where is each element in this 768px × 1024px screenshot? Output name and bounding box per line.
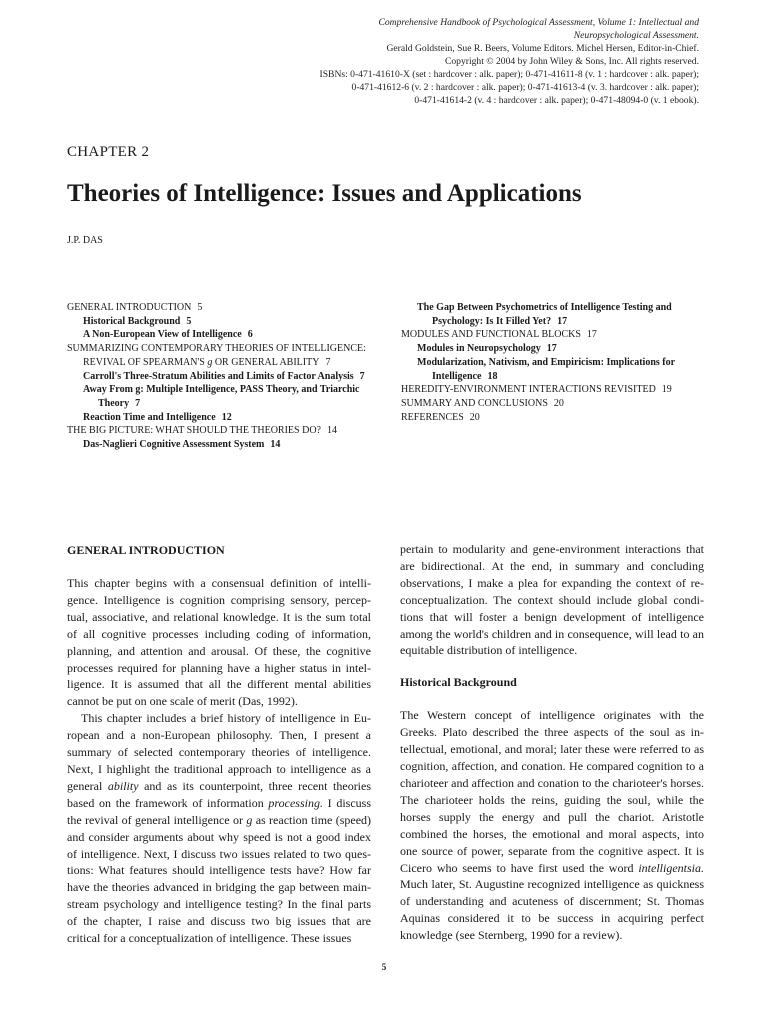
toc-entry[interactable]: GENERAL INTRODUCTION 5 [67,302,203,313]
paragraph: The Western concept of intelligence originates with the Greeks. Plato described the three aspects of the soul as intellectual, emotional, and moral; later these were referred to as cognition, affection, and conation. He compared cognition to a charioteer and affection and conation to the charioteer's horses. The charioteer holds the reins, guiding the soul, while the horses supply the energy and pull the chariot. Aristotle combined the horses, the emotional and moral aspects, into one source of power, separate from the cognitive aspect. It is Cicero who seems to have first used the word intelligentsia. Much later, St. Augustine recognized intelligence as quickness of understanding and acuteness of discernment; St. Thomas Aquinas considered it to be success in acquiring perfect knowledge (see Sternberg, 1990 for a review). [400,708,704,943]
isbn-line-3: 0-471-41614-2 (v. 4 : hardcover : alk. paper); 0-471-48094-0 (v. 1 ebook). [414,95,699,106]
toc-entry[interactable]: SUMMARY AND CONCLUSIONS 20 [401,397,564,409]
section-heading: GENERAL INTRODUCTION [67,543,225,557]
toc-entry[interactable]: THE BIG PICTURE: WHAT SHOULD THE THEORIES DO? 14 [67,425,337,437]
toc-left-column [67,301,367,452]
isbn-line-1: ISBNs: 0-471-41610-X (set : hardcover : alk. paper); 0-471-41611-8 (v. 1 : hardcover : alk. paper); [319,69,699,80]
paragraph: This chapter begins with a consensual definition of intelligence. Intelligence is cognition comprising sensory, perceptual, associative, and relational knowledge. It is the sum total of all cognitive processes including coding of information, planning, and attention and arousal. Of these, the cognitive processes required for planning have a higher status in intelligence. It is assumed that all the different mental abilities cannot be put on one scale of merit (Das, 1992). [67,576,371,709]
chapter-label: CHAPTER 2 [67,144,150,160]
paragraph: This chapter includes a brief history of intelligence in European and a non-European philosophy. Then, I present a summary of selected contemporary theories of intelligence. Next, I highlight the traditional approach to intelligence as a general ability and as its counterpoint, three recent theories based on the framework of information processing. I discuss the revival of general intelligence or g as reaction time (speed) and consider arguments about why speed is not a good index of intelligence. Next, I discuss two issues related to two questions: What features should intelligence tests have? How far have the theories advanced in bridging the gap between mainstream psychology and intelligence testing? In the final parts of the chapter, I raise and discuss two big issues that are critical for a conceptualization of intelligence. These issues [67,711,372,946]
page-number: 5 [381,962,387,972]
toc-entry[interactable]: Modularization, Nativism, and Empiricism: Implications for Intelligence 18 [417,356,675,382]
book-title-cont: Neuropsychological Assessment. [573,30,699,41]
editors-line: Gerald Goldstein, Sue R. Beers, Volume Editors. Michel Hersen, Editor-in-Chief. [386,43,699,54]
chapter-title: Theories of Intelligence: Issues and Applications [67,180,582,207]
paragraph: pertain to modularity and gene-environment interactions that are bidirectional. At the end, in summary and concluding observations, I make a plea for expanding the context of reconceptualization. The context should include global conditions that will foster a benign development of intelligence among the world's children and in consequence, will lead to an equitable distribution of intelligence. [400,542,704,658]
author: J.P. DAS [67,235,103,246]
toc-entry[interactable]: Away From g: Multiple Intelligence, PASS Theory, and Triarchic Theory 7 [83,384,360,409]
toc-entry[interactable]: Das-Naglieri Cognitive Assessment System 14 [83,439,281,451]
bibliographic-header [179,16,699,107]
body-column-left [67,541,371,947]
toc-entry[interactable]: A Non-European View of Intelligence 6 [83,329,253,341]
toc-entry[interactable]: HEREDITY-ENVIRONMENT INTERACTIONS REVISITED 19 [401,384,672,396]
toc-entry[interactable]: Carroll's Three-Stratum Abilities and Limits of Factor Analysis 7 [83,370,365,382]
toc-entry[interactable]: The Gap Between Psychometrics of Intelligence Testing and Psychology: Is It Filled Yet? 17 [417,302,672,327]
subsection-heading: Historical Background [400,675,517,690]
book-title: Comprehensive Handbook of Psychological Assessment, Volume 1: Intellectual and [378,17,699,28]
toc-right-column [401,301,711,424]
body-column-right [400,541,704,944]
toc-entry[interactable]: REFERENCES 20 [401,411,480,423]
toc-entry[interactable]: Modules in Neuropsychology 17 [417,343,557,355]
copyright-line: Copyright © 2004 by John Wiley & Sons, Inc. All rights reserved. [444,56,699,67]
toc-entry[interactable]: MODULES AND FUNCTIONAL BLOCKS 17 [401,329,597,341]
toc-entry[interactable]: Reaction Time and Intelligence 12 [83,411,232,423]
toc-entry[interactable]: Historical Background 5 [83,315,192,327]
isbn-line-2: 0-471-41612-6 (v. 2 : hardcover : alk. paper); 0-471-41613-4 (v. 3. hardcover : alk. paper); [351,82,699,93]
toc-entry[interactable]: SUMMARIZING CONTEMPORARY THEORIES OF INTELLIGENCE: REVIVAL OF SPEARMAN'S g OR GENERAL ABILITY 7 [67,343,366,368]
